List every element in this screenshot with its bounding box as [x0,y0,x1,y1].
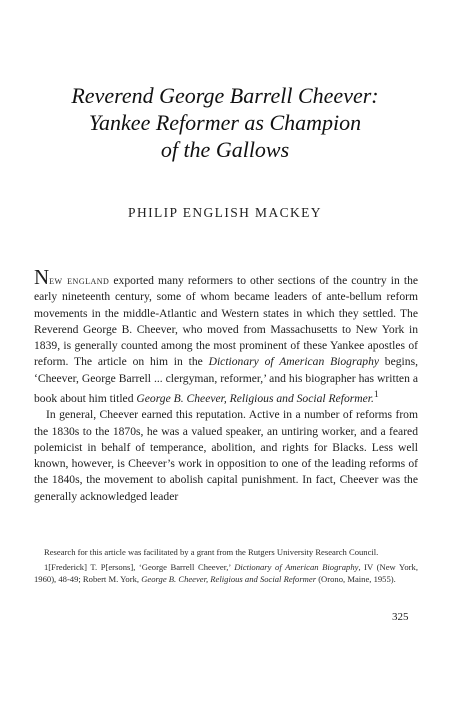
footnote-1-text-c: (Orono, Maine, 1955). [316,574,396,584]
footnote-1-text-b: , IV (New York, 1960), 48-49; Robert M. York, [34,562,418,584]
page-number: 325 [392,611,409,623]
biography-title: George B. Cheever, Religious and Social Reformer. [136,391,374,405]
paragraph-1-text-a: exported many reformers to other sections of the country in the early nineteenth century, some of whom became leaders of ante-bellum reform movements in the middle-Atlantic and Western states in which they settled. The Reverend George B. Cheever, who moved from Massachusetts to New York in 1839, is generally counted among the most prominent of these Yankee apostles of reform. The article on him in the [34,274,419,369]
title-line-2: Yankee Reformer as Champion [88,110,362,135]
article-body [34,265,419,505]
paragraph-1 [34,265,419,407]
dab-title: Dictionary of American Biography [208,355,380,369]
acknowledgement-note: Research for this article was facilitated by a grant from the Rutgers University Research Council. [44,547,379,557]
title-line-3: of the Gallows [160,137,290,162]
article-title [20,82,430,163]
footnote-1-italic-a: Dictionary of American Biography [234,562,359,572]
paragraph-1-text-b: begins, ‘Cheever, George Barrell ... clergyman, reformer,’ and his biographer has written a book about him titled [34,355,418,405]
footnote-1 [34,561,418,585]
author-name: PHILIP ENGLISH MACKEY [128,205,322,220]
drop-cap: N [34,265,50,289]
title-line-1: Reverend George Barrell Cheever: [71,83,379,108]
footnote-1-italic-b: George B. Cheever, Religious and Social Reformer [141,574,317,584]
lead-small-caps: ew england [49,274,110,287]
paragraph-2: In general, Cheever earned this reputation. Active in a number of reforms from the 1830s to the 1870s, he was a valued speaker, an untiring worker, and a feared polemicist in behalf of temperance, abolition, and rights for Blacks. Less well known, however, is Cheever’s work in opposition to one of the leading reforms of the 1840s, the movement to abolish capital punishment. In fact, Cheever was the generally acknowledged leader [34,408,418,503]
footnote-1-text-a: 1[Frederick] T. P[ersons], ‘George Barrell Cheever,’ [44,562,235,572]
footnotes [34,546,418,585]
footnote-ref-1: 1 [373,389,379,401]
